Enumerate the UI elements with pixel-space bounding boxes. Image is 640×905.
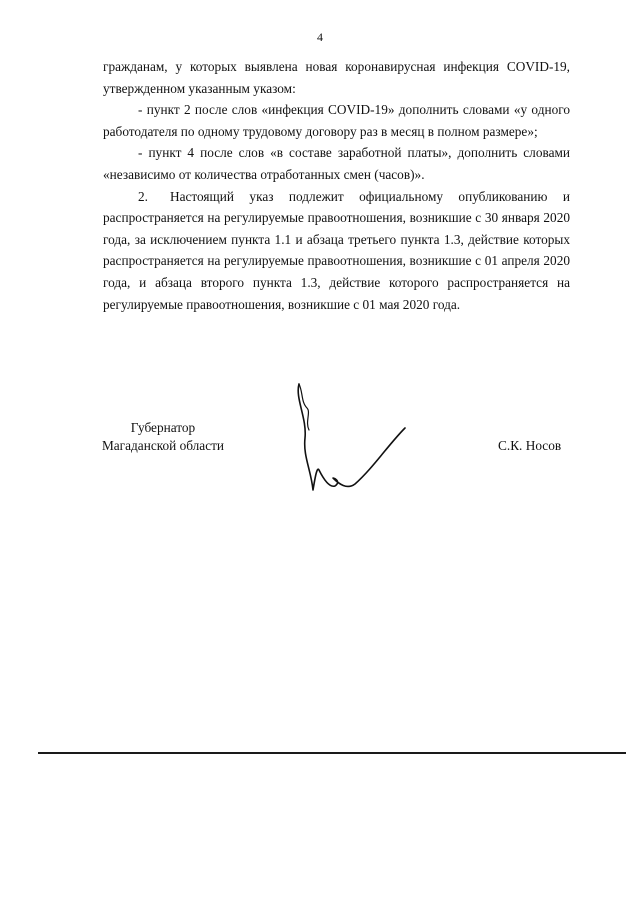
- bottom-divider: [38, 752, 626, 754]
- paragraph-item-2: [103, 186, 570, 316]
- item-text: Настоящий указ подлежит официальному опубликованию и распространяется на регулируемые правоотношения, возникшие с 30 января 2020 года, за исключением пункта 1.1 и абзаца третьего пункта 1.3, действие которых распространяется на регулируемые правоотношения, возникшие с 01 апреля 2020 года, и абзаца второго пункта 1.3, действие которого распространяется на регулируемые правоотношения, возникшие с 01 мая 2020 года.: [103, 188, 570, 312]
- position-line-2: Магаданской области: [101, 438, 225, 453]
- item-number: 2.: [138, 188, 148, 204]
- paragraph-amendment-point-2: - пункт 2 после слов «инфекция COVID-19» дополнить словами «у одного работодателя по одному трудовому договору раз в месяц в полном размере»;: [103, 102, 570, 139]
- paragraph-amendment-point-4: - пункт 4 после слов «в составе заработной платы», дополнить словами «независимо от количества отработанных смен (часов)».: [103, 145, 570, 182]
- page-number: 4: [317, 30, 323, 44]
- position-line-1: Губернатор: [130, 420, 196, 435]
- handwritten-signature: [285, 378, 410, 498]
- document-body: [103, 56, 570, 315]
- signer-position: [88, 419, 238, 455]
- signer-name: С.К. Носов: [498, 438, 562, 453]
- paragraph-continuation: гражданам, у которых выявлена новая коронавирусная инфекция COVID-19, утвержденном указанным указом:: [103, 59, 570, 96]
